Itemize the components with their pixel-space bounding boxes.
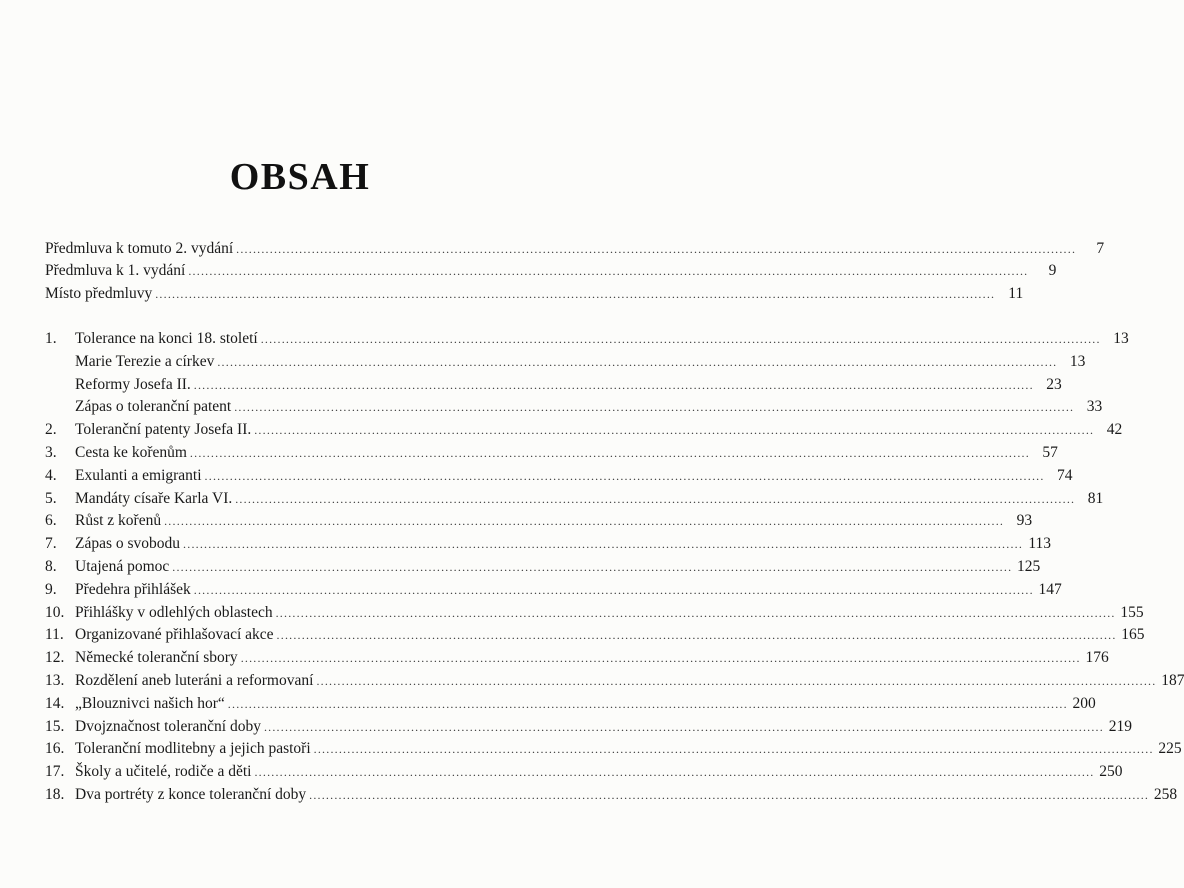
toc-entry-number: 9. bbox=[45, 580, 57, 598]
toc-entry bbox=[45, 784, 1178, 806]
toc-entry bbox=[45, 396, 1103, 418]
dot-leader: ........................................................................................................................................................................................................ bbox=[275, 605, 1116, 620]
dot-leader: ........................................................................................................................................................................................................ bbox=[227, 696, 1068, 711]
dot-leader: ........................................................................................................................................................................................................ bbox=[164, 514, 1005, 529]
toc-entry-title: Předmluva k tomuto 2. vydání bbox=[45, 240, 234, 257]
toc-entry-page: 74 bbox=[1057, 466, 1073, 484]
toc-entry-title: Dva portréty z konce toleranční doby bbox=[75, 786, 307, 803]
toc-entry-page: 165 bbox=[1121, 626, 1145, 644]
toc-entry bbox=[45, 579, 1062, 601]
toc-entry-page: 7 bbox=[1096, 240, 1105, 257]
toc-entry-number: 10. bbox=[45, 603, 65, 621]
toc-entry-title: Tolerance na konci 18. století bbox=[75, 330, 258, 347]
toc-entry bbox=[45, 716, 1132, 738]
dot-leader: ........................................................................................................................................................................................................ bbox=[254, 765, 1095, 780]
toc-entry bbox=[45, 238, 1105, 260]
toc-entry bbox=[45, 465, 1073, 487]
dot-leader: ........................................................................................................................................................................................................ bbox=[193, 377, 1034, 392]
toc-entry-number: 3. bbox=[45, 444, 57, 461]
toc-entry-title: Předmluva k 1. vydání bbox=[45, 262, 186, 279]
page-title: OBSAH bbox=[229, 156, 371, 198]
toc-entry-title: Zápas o toleranční patent bbox=[75, 398, 232, 416]
dot-leader: ........................................................................................................................................................................................................ bbox=[240, 651, 1081, 666]
toc-entry-number: 6. bbox=[45, 512, 57, 530]
toc-entry-number: 2. bbox=[45, 421, 57, 439]
toc-entry-title: Rozdělení aneb luteráni a reformovaní bbox=[75, 672, 314, 689]
toc-entry-title: Exulanti a emigranti bbox=[75, 466, 202, 484]
toc-entry-title: Školy a učitelé, rodiče a děti bbox=[75, 763, 252, 781]
dot-leader: ........................................................................................................................................................................................................ bbox=[263, 719, 1104, 734]
dot-leader: ........................................................................................................................................................................................................ bbox=[313, 742, 1154, 757]
toc-entry-page: 57 bbox=[1042, 444, 1058, 461]
toc-entry-title: Německé toleranční sbory bbox=[75, 649, 238, 667]
toc-entry bbox=[45, 328, 1129, 350]
toc-entry bbox=[45, 602, 1144, 624]
toc-entry-number: 15. bbox=[45, 717, 65, 735]
toc-entry-title: Místo předmluvy bbox=[45, 285, 153, 302]
toc-entry-number: 8. bbox=[45, 558, 57, 575]
dot-leader: ........................................................................................................................................................................................................ bbox=[189, 446, 1030, 460]
toc-entry-number: 4. bbox=[45, 466, 57, 484]
toc-entry bbox=[45, 624, 1145, 646]
toc-entry-page: 258 bbox=[1153, 786, 1178, 803]
toc-entry bbox=[45, 351, 1086, 373]
toc-entry bbox=[45, 442, 1058, 464]
dot-leader: ........................................................................................................................................................................................................ bbox=[188, 264, 1029, 278]
toc-entry-number: 12. bbox=[45, 649, 65, 667]
dot-leader: ........................................................................................................................................................................................................ bbox=[204, 468, 1045, 483]
toc-entry-number: 16. bbox=[45, 740, 65, 758]
toc-entry-page: 176 bbox=[1085, 649, 1109, 667]
toc-entry-title: Reformy Josefa II. bbox=[75, 375, 191, 393]
toc-entry bbox=[45, 488, 1104, 510]
toc-entry-page: 187 bbox=[1161, 672, 1184, 689]
toc-entry-number: 17. bbox=[45, 763, 65, 781]
toc-entry-title: Přihlášky v odlehlých oblastech bbox=[75, 603, 273, 621]
toc-entry-number: 18. bbox=[45, 786, 65, 803]
toc-entry-title: Toleranční modlitebny a jejich pastoři bbox=[75, 740, 311, 758]
toc-entry-page: 13 bbox=[1069, 352, 1086, 370]
toc-entry-page: 125 bbox=[1017, 558, 1041, 575]
toc-entry bbox=[45, 556, 1041, 578]
toc-entry-title: Zápas o svobodu bbox=[75, 535, 181, 553]
toc-entry-title: Dvojznačnost toleranční doby bbox=[75, 717, 261, 735]
toc-entry-title: Mandáty císaře Karla VI. bbox=[75, 489, 233, 507]
dot-leader: ........................................................................................................................................................................................................ bbox=[172, 560, 1013, 574]
toc-entry bbox=[45, 260, 1057, 282]
toc-entry bbox=[45, 761, 1123, 783]
toc-entry bbox=[45, 510, 1033, 532]
toc-entry bbox=[45, 283, 1024, 305]
toc-entry-number: 1. bbox=[45, 330, 57, 347]
toc-entry-page: 147 bbox=[1038, 580, 1062, 598]
toc-entry-page: 11 bbox=[1008, 285, 1024, 302]
toc-entry-page: 42 bbox=[1106, 421, 1123, 439]
dot-leader: ........................................................................................................................................................................................................ bbox=[316, 674, 1157, 688]
toc-entry-number: 13. bbox=[45, 672, 65, 689]
dot-leader: ........................................................................................................................................................................................................ bbox=[235, 491, 1076, 506]
dot-leader: ........................................................................................................................................................................................................ bbox=[234, 400, 1075, 415]
toc-entry bbox=[45, 693, 1096, 715]
toc-entry-page: 200 bbox=[1072, 694, 1096, 712]
dot-leader: ........................................................................................................................................................................................................ bbox=[193, 582, 1034, 597]
toc-entry-page: 113 bbox=[1028, 535, 1052, 553]
toc-entry-title: Organizované přihlašovací akce bbox=[75, 626, 274, 644]
toc-entry-page: 219 bbox=[1108, 717, 1132, 735]
toc-entry-title: „Blouznivci našich hor“ bbox=[75, 694, 225, 712]
toc-entry bbox=[45, 647, 1109, 669]
toc-entry-number: 11. bbox=[45, 626, 64, 644]
toc-entry-number: 7. bbox=[45, 535, 57, 553]
dot-leader: ........................................................................................................................................................................................................ bbox=[276, 628, 1117, 643]
toc-entry-page: 23 bbox=[1046, 375, 1062, 393]
toc-entry bbox=[45, 374, 1062, 396]
toc-entry-page: 9 bbox=[1048, 262, 1057, 279]
toc-entry-title: Marie Terezie a církev bbox=[75, 352, 215, 370]
toc-entry-page: 33 bbox=[1086, 398, 1103, 416]
toc-entry bbox=[45, 419, 1123, 441]
dot-leader: ........................................................................................................................................................................................................ bbox=[217, 354, 1058, 369]
dot-leader: ........................................................................................................................................................................................................ bbox=[260, 332, 1101, 346]
toc-entry-page: 93 bbox=[1016, 512, 1033, 530]
toc-entry bbox=[45, 670, 1184, 692]
toc-entry-title: Toleranční patenty Josefa II. bbox=[75, 421, 252, 439]
toc-entry-page: 155 bbox=[1120, 603, 1144, 621]
toc-entry bbox=[45, 533, 1052, 555]
dot-leader: ........................................................................................................................................................................................................ bbox=[155, 287, 996, 301]
toc-entry-page: 225 bbox=[1158, 740, 1182, 758]
toc-entry-page: 81 bbox=[1087, 489, 1104, 507]
toc-entry-title: Utajená pomoc bbox=[75, 558, 170, 575]
dot-leader: ........................................................................................................................................................................................................ bbox=[309, 788, 1150, 802]
toc-entry-page: 13 bbox=[1113, 330, 1129, 347]
dot-leader: ........................................................................................................................................................................................................ bbox=[254, 423, 1095, 438]
toc-entry-page: 250 bbox=[1099, 763, 1123, 781]
dot-leader: ........................................................................................................................................................................................................ bbox=[236, 242, 1077, 256]
toc-entry bbox=[45, 738, 1182, 760]
toc-entry-title: Předehra přihlášek bbox=[75, 580, 191, 598]
toc-entry-number: 5. bbox=[45, 489, 57, 507]
dot-leader: ........................................................................................................................................................................................................ bbox=[183, 537, 1024, 552]
toc-entry-title: Cesta ke kořenům bbox=[75, 444, 187, 461]
toc-entry-number: 14. bbox=[45, 694, 65, 712]
toc-entry-title: Růst z kořenů bbox=[75, 512, 162, 530]
